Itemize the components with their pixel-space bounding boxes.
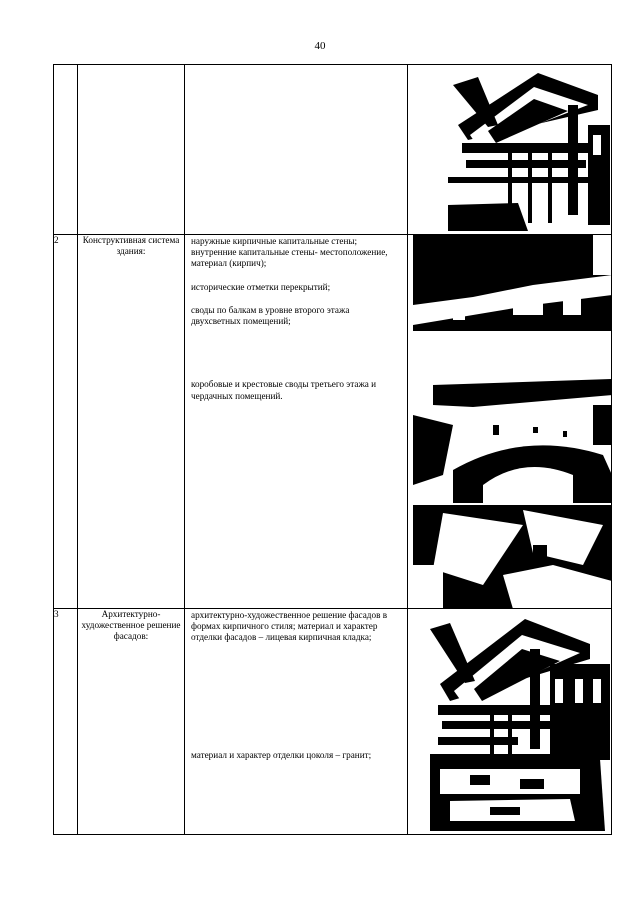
description-paragraph: коробовые и крестовые своды третьего этажа и чердачных помещений. xyxy=(191,379,377,401)
row-photos xyxy=(408,609,612,835)
description-paragraph: материал и характер отделки цоколя – гранит; xyxy=(191,749,372,760)
row-photos xyxy=(408,65,612,235)
row-title: Архитектурно-художественное решение фасадов: xyxy=(78,609,185,835)
table-row xyxy=(54,235,612,609)
row-description xyxy=(185,65,408,235)
description-paragraph: архитектурно-художественное решение фасадов в формах кирпичного стиля; материал и характер отделки фасадов – лицевая кирпичная кладка; xyxy=(191,610,388,643)
row-description xyxy=(185,609,408,835)
description-paragraph: наружные кирпичные капитальные стены; внутренние капитальные стены- местоположение, материал (кирпич); xyxy=(191,236,388,269)
facade-photo-top xyxy=(448,65,610,231)
row-title: Конструктивная система здания: xyxy=(78,235,185,609)
row-number xyxy=(54,65,78,235)
facade-photo-bottom xyxy=(430,609,610,831)
page-number: 40 xyxy=(314,40,326,52)
row-description xyxy=(185,235,408,609)
table-row xyxy=(54,609,612,835)
row-number: 2 xyxy=(54,235,78,609)
description-paragraph: исторические отметки перекрытий; xyxy=(191,281,331,292)
table-row xyxy=(54,65,612,235)
row-number: 3 xyxy=(54,609,78,835)
row-title xyxy=(78,65,185,235)
cross-vault-photo xyxy=(413,505,612,609)
object-description-table xyxy=(53,64,612,835)
row-photos xyxy=(408,235,612,609)
vault-photo xyxy=(413,335,612,503)
description-paragraph: своды по балкам в уровне второго этажа двухсветных помещений; xyxy=(191,304,350,327)
beam-vault-photo xyxy=(413,235,612,331)
